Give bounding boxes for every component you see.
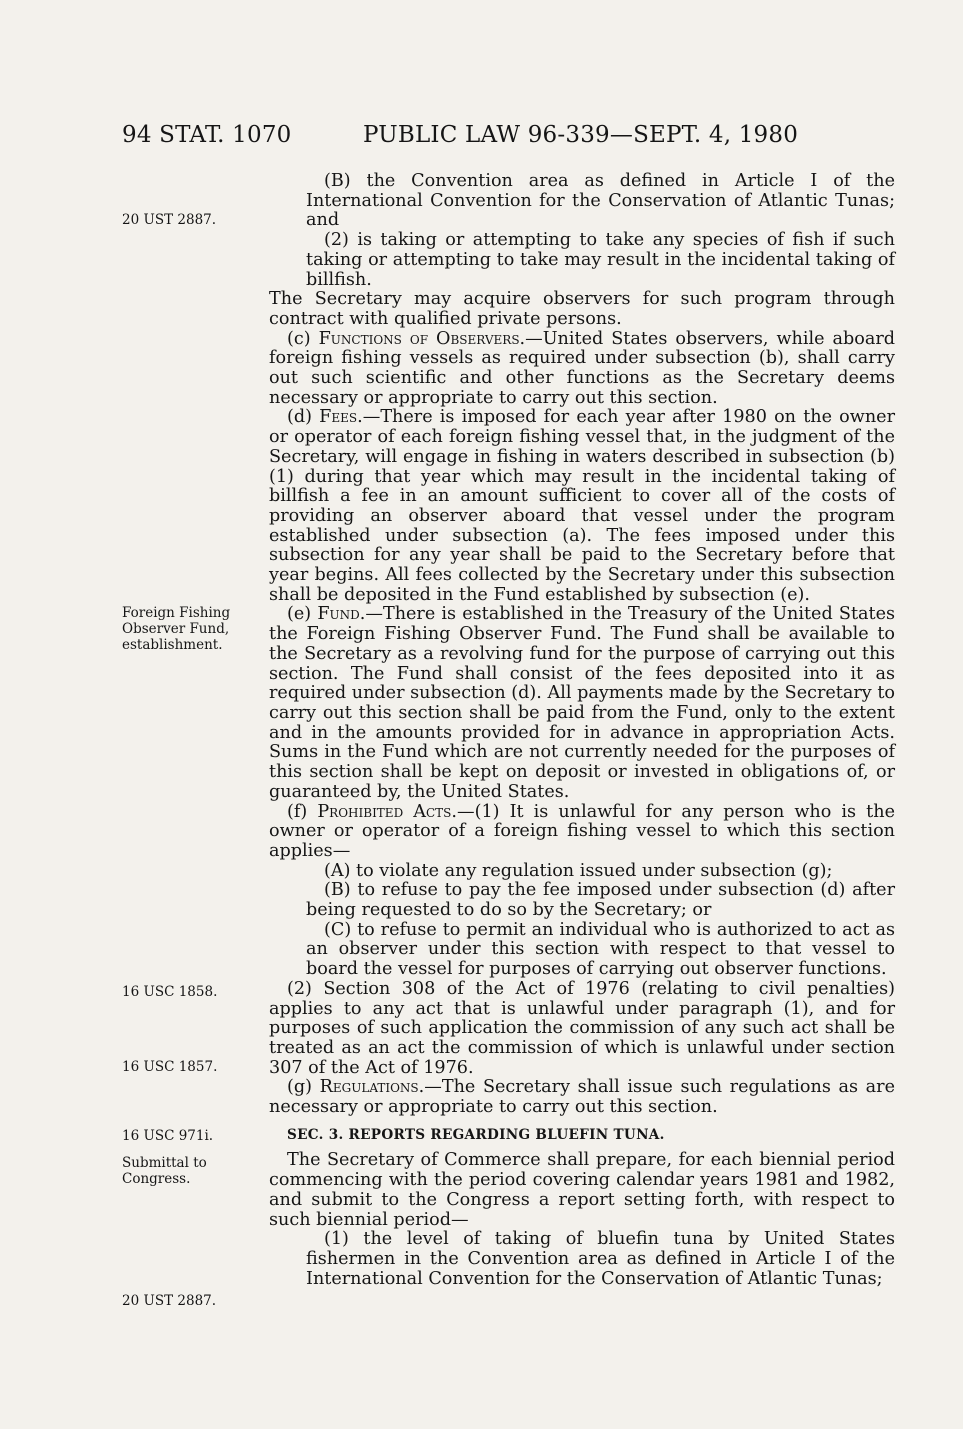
subsection-heading: Prohibited Acts. [317, 801, 457, 822]
clause: (A) to violate any regulation issued under subsection (g); [324, 860, 833, 881]
subsection-e [269, 605, 895, 802]
subsection-heading: Functions of Observers. [318, 328, 526, 349]
subsection-heading: Fees. [319, 407, 363, 428]
subsection-label: (c) [287, 328, 319, 349]
subsection-text: —United States observers, while aboard foreign fishing vessels as required under subsection (b), shall carry out such scientific and other functions as the Secretary deems necessary or appropriate to carry out this section. [269, 328, 895, 408]
subsection-label: (d) [287, 407, 320, 428]
subsection-heading: Regulations. [319, 1077, 425, 1098]
subsection-text: —(1) It is unlawful for any person who is the owner or operator of a foreign fishing vessel to which this section applies— [269, 801, 895, 861]
body-text [269, 172, 895, 1289]
clause: (B) to refuse to pay the fee imposed under subsection (d) after being requested to do so by the Secretary; or [306, 880, 895, 921]
paragraph: (2) is taking or attempting to take any species of fish if such taking or attempting to take may result in the incidental taking of billfish. [306, 230, 895, 290]
margin-note: 20 UST 2887. [122, 212, 217, 228]
subsection-c [269, 330, 895, 409]
subsection-text: —There is imposed for each year after 1980 on the owner or operator of each foreign fishing vessel that, in the judgment of the Secretary, will engage in fishing in waters described in subsection (b)(1) during that year which may result in the incidental taking of billfish a fee in an amount sufficient to cover all of the costs of providing an observer aboard that vessel under the program established under subsection (a). The fees imposed under this subsection for any year shall be paid to the Secretary before that year begins. All fees collected by the Secretary under this subsection shall be deposited in the Fund established by subsection (e). [269, 407, 895, 605]
margin-note: 16 USC 1857. [122, 1059, 218, 1075]
subsection-label: (g) [287, 1077, 320, 1098]
margin-note: Submittal to Congress. [122, 1155, 207, 1187]
margin-note: 20 UST 2887. [122, 1293, 217, 1309]
subsection-text: —There is established in the Treasury of the United States the Foreign Fishing Observer Fund. The Fund shall be available to the Secretary as a revolving fund for the purpose of carrying out this section. The Fund shall consist of the fees deposited into it as required under subsection (d). All payments made by the Secretary to carry out this section shall be paid from the Fund, only to the extent and in the amounts provided for in advance in appropriation Acts. Sums in the Fund which are not currently needed for the purposes of this section shall be kept on deposit or invested in obligations of, or guaranteed by, the United States. [269, 604, 896, 802]
clause: (C) to refuse to permit an individual who is authorized to act as an observer under this section with respect to that vessel to board the vessel for purposes of carrying out observer functions. [306, 919, 895, 980]
subsection-d [269, 408, 895, 605]
page-title: PUBLIC LAW 96-339—SEPT. 4, 1980 [363, 122, 799, 148]
subsection-label: (f) [287, 801, 318, 822]
margin-note: 16 USC 1858. [122, 984, 218, 1000]
paragraph: The Secretary may acquire observers for such program through contract with qualified private persons. [269, 289, 895, 329]
subsection-text: —The Secretary shall issue such regulations as are necessary or appropriate to carry out this section. [269, 1077, 895, 1118]
section-heading: SEC. 3. REPORTS REGARDING BLUEFIN TUNA. [287, 1126, 665, 1143]
subsection-label: (e) [287, 604, 318, 625]
paragraph: The Secretary of Commerce shall prepare, for each biennial period commencing with the period covering calendar years 1981 and 1982, and submit to the Congress a report setting forth, with respect to such biennial period— [269, 1150, 895, 1230]
subsection-g [269, 1078, 895, 1117]
clause: (1) the level of taking of bluefin tuna by United States fishermen in the Convention area as defined in Article I of the International Convention for the Conservation of Atlantic Tunas; [306, 1229, 895, 1289]
margin-note: 16 USC 971i. [122, 1128, 214, 1144]
stat-citation: 94 STAT. 1070 [122, 122, 292, 148]
margin-note: Foreign Fishing Observer Fund, establishment. [122, 605, 231, 653]
subsection-f [269, 803, 895, 862]
paragraph: (2) Section 308 of the Act of 1976 (relating to civil penalties) applies to any act that is unlawful under paragraph (1), and for purposes of such application the commission of any such act shall be treated as an act the commission of which is unlawful under section 307 of the Act of 1976. [269, 978, 895, 1078]
paragraph: (B) the Convention area as defined in Article I of the International Convention for the Conservation of Atlantic Tunas; and [306, 171, 895, 231]
subsection-heading: Fund. [317, 604, 366, 625]
